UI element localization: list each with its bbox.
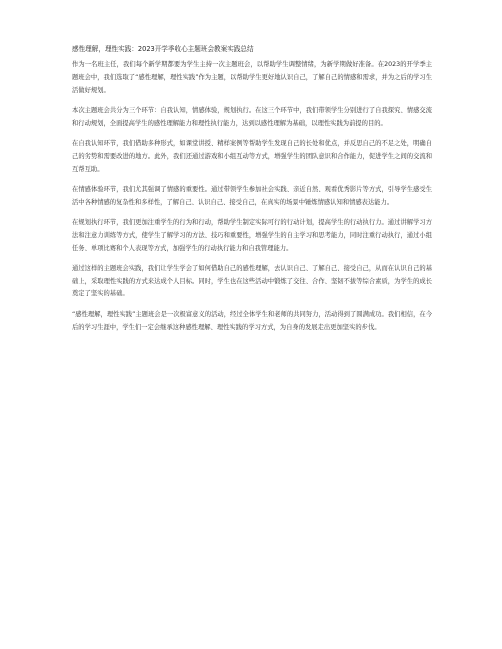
paragraph-practice-result: 通过这样的主题班会实践，我们让学生学会了如何借助自己的感性理解，去认识自己、了解自己、接受自己，从而在认识自己的基础上，采取理性实践的方式来达成个人目标。同时，学生也在这些活动中锻炼了交往、合作、坚韧不拔等综合素质，为学生的成长奠定了坚实的基础。 [72,264,432,298]
paragraph-emotional-experience: 在情感体验环节，我们尤其强调了情感的重要性。通过带领学生参加社会实践、亲近自然、观看优秀影片等方式，引导学生感受生活中各种情感的复杂性和多样性，了解自己、认识自己、接受自己，在真实的场景中锤炼情感认知和情感表达能力。 [72,185,432,206]
paragraph-planning-execution: 在规划执行环节，我们更加注重学生的行为和行动，帮助学生制定实际可行的行动计划，提高学生的行动执行力。通过讲解学习方法和注意力训练等方式，使学生了解学习的方法、技巧和重要性，增强学生的自主学习和思考能力，同时注重行动执行，通过小组任务、单项比赛和个人表现等方式，加强学生的行动执行能力和自我管理能力。 [72,218,432,252]
document-body [72,43,432,342]
paragraph-conclusion: “感性理解，理性实践”主题班会是一次极富意义的活动，经过全体学生和老师的共同努力，活动得到了圆满成功。我们相信，在今后的学习生涯中，学生们一定会继承这种感性理解、理性实践的学习方式，为自身的发展走出更加坚实的步伐。 [72,310,432,331]
paragraph-intro: 作为一名班主任，我们每个新学期都要为学生主持一次主题班会，以帮助学生调整情绪，为新学期做好准备。在2023的开学季主题班会中，我们选取了“感性理解，理性实践”作为主题，以帮助学生更好地认识自己，了解自己的情感和需求，并为之后的学习生活做好规划。 [72,61,432,94]
paragraph-overview: 本次主题班会共分为三个环节：自我认知，情感体验，规划执行。在这三个环节中，我们带领学生分别进行了自我探究、情感交流和行动规划，全面提高学生的感性理解能力和理性执行能力，达到以感性理解为基础，以理性实践为前提的目的。 [72,106,432,127]
document-title: 感性理解，理性实践：2023开学季收心主题班会教案实践总结 [72,45,254,53]
paragraph-self-awareness: 在自我认知环节，我们借助多种形式，如课堂讲授、精样案例等帮助学生发现自己的长处和优点，并反思自己的不足之处，明确自己的劣势和需要改进的地方。此外，我们还通过游戏和小组互动等方式，增强学生的团队意识和合作能力，促进学生之间的交流和互帮互助。 [72,139,432,173]
